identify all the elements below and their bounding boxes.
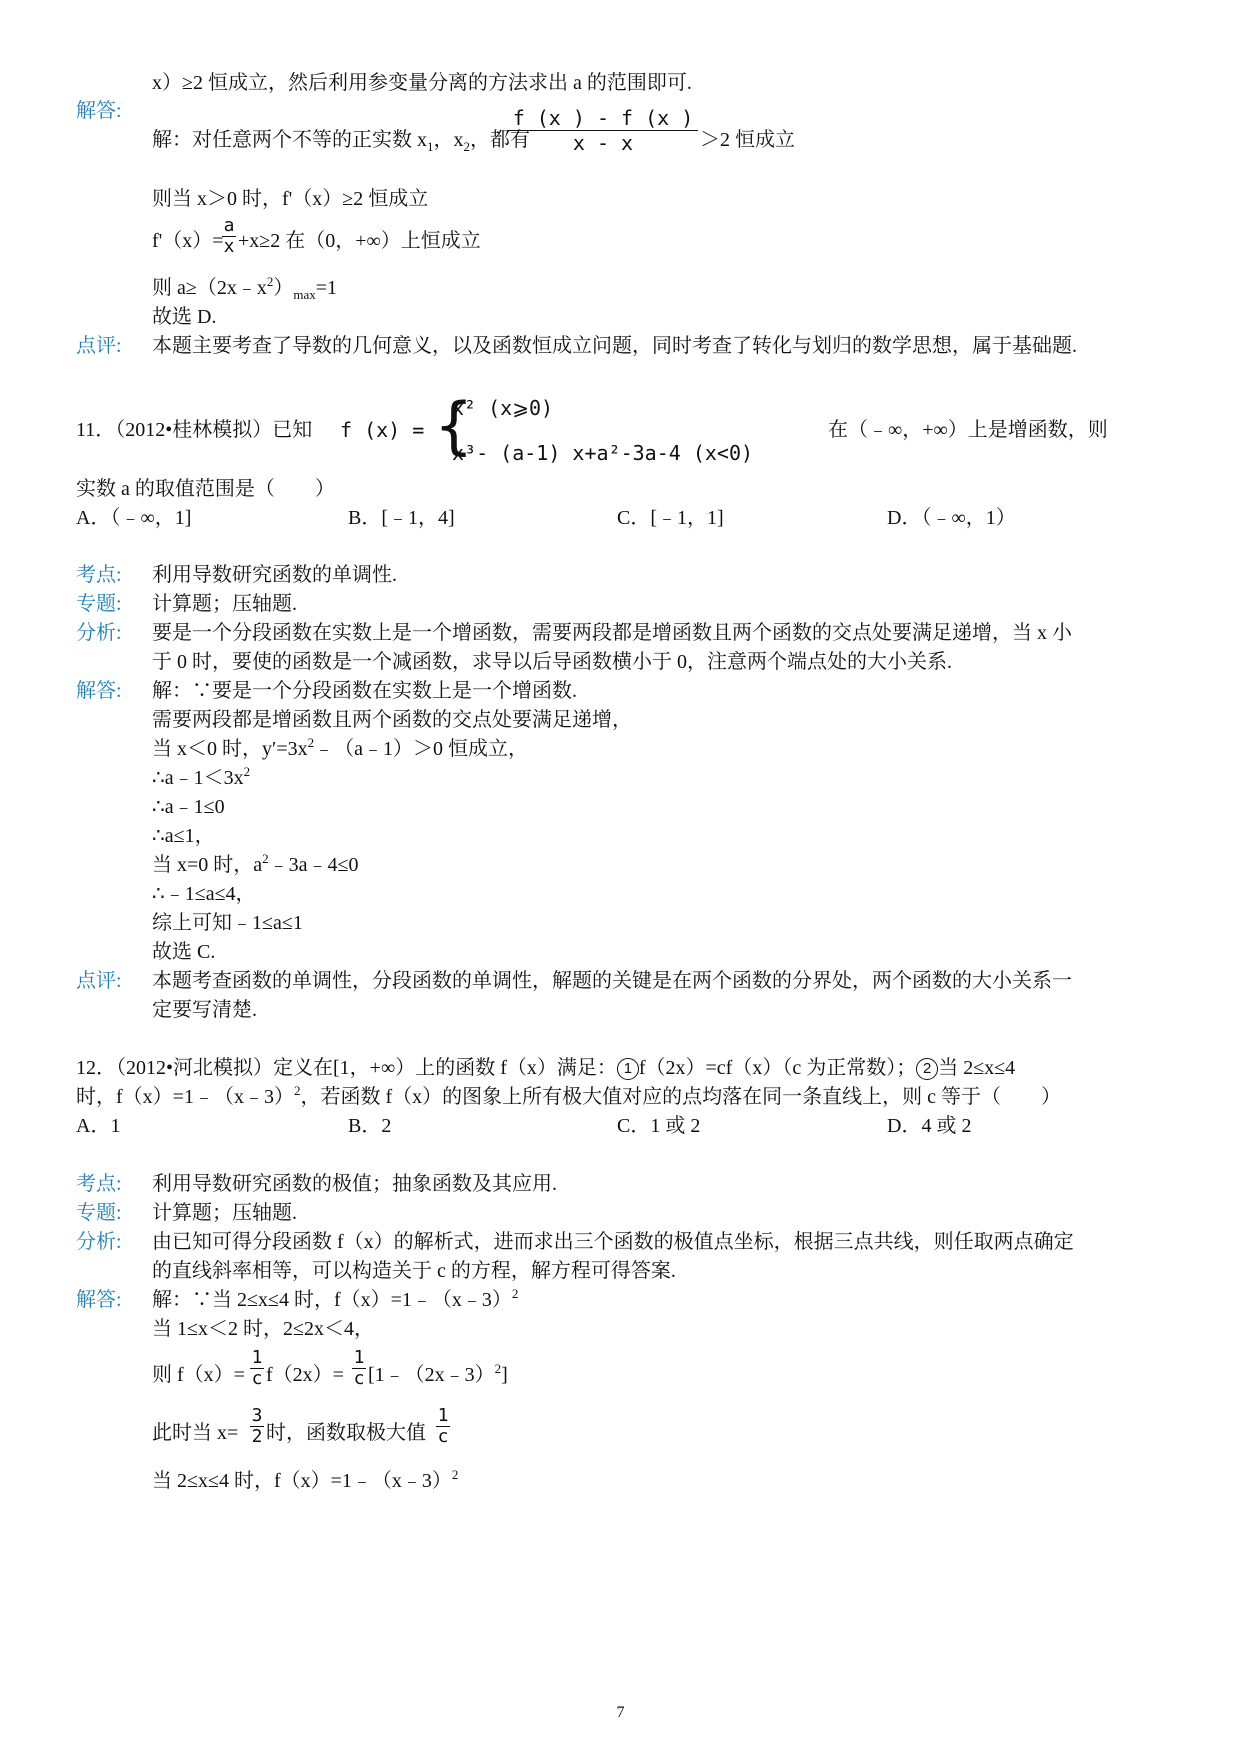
q12-option-b: B．2 [348,1115,392,1137]
q11-option-d: D．（﹣∞，1） [887,507,1016,529]
q11-sol-9: 综上可知﹣1≤a≤1 [152,912,303,934]
label-think: 分析: [76,622,122,644]
q11-type: 计算题；压轴题. [152,593,297,615]
q11-sol-8: ∴﹣1≤a≤4， [152,883,256,905]
q11-sol-6: ∴a≤1， [152,825,215,847]
q12-frac-4: 1 c [437,1405,449,1447]
label-comment: 点评: [76,970,122,992]
q11-brace: { [434,389,474,462]
q10-line-1: x）≥2 恒成立，然后利用参变量分离的方法求出 a 的范围即可. [152,72,692,94]
q12-stem-1: 12．（2012•河北模拟）定义在[1，+∞）上的函数 f（x）满足： 1 f（2x）=cf（x）（c 为正常数）； 2 当 2≤x≤4 [76,1057,1016,1079]
q12-sol-2: 当 1≤x＜2 时，2≤2x＜4， [152,1318,374,1340]
q11-sol-4: $\therefore a﹣1<3x^2$ [152,764,251,789]
q12-frac-1: 1 c [251,1347,263,1389]
q11-sol-3: 当 x＜0 时，$y'=3x^2﹣(a﹣1)>0$ 恒成立， [152,735,529,760]
q10-line-5: 则 $a\ge(2x﹣x^2)_{max}=1$ [152,274,338,302]
q12-topic: 利用导数研究函数的极值；抽象函数及其应用. [152,1173,557,1195]
q11-comment-2: 定要写清楚. [152,999,257,1021]
q11-comment-1: 本题考查函数的单调性，分段函数的单调性，解题的关键是在两个函数的分界处，两个函数的大小关系一 [152,970,1072,992]
q10-line-4: f'（x）= [152,230,224,252]
q10-line-2-end: ＞2 恒成立 [700,129,795,151]
label-type: 专题: [76,593,122,615]
q11-sol-7: 当 x=0 时，$a^2﹣3a﹣4\le 0$ [152,851,359,876]
q12-sol-3b: f（2x）= [266,1364,344,1386]
q11-option-b: B．[﹣1，4] [348,507,455,529]
q11-think-2: 于 0 时，要使的函数是一个减函数，求导以后导函数横小于 0，注意两个端点处的大小关系. [152,651,952,673]
label-analysis: 解答: [76,100,122,122]
q10-fraction: f (x ) - f (x ) x - x [508,106,698,155]
q11-think-1: 要是一个分段函数在实数上是一个增函数，需要两段都是增函数且两个函数的交点处要满足递增，当 x 小 [152,622,1072,644]
q12-frac-2: 1 c [353,1347,365,1389]
q10-line-2: 解：对任意两个不等的正实数 $x_1$，$x_2$，都有 [152,129,530,154]
q11-sol-1: 解：∵要是一个分段函数在实数上是一个增函数. [152,680,577,702]
q12-sol-1: 解：∵当 2≤x≤4 时，f（x）=1﹣（x﹣3）$^2$ [152,1286,519,1311]
q10-line-4-end: +x≥2 在（0，+∞）上恒成立 [238,230,481,252]
q11-option-c: C．[﹣1，1] [617,507,724,529]
label-topic: 考点: [76,1173,122,1195]
q11-stem-b: 在（﹣∞，+∞）上是增函数，则 [828,419,1108,441]
q12-frac-3: 3 2 [251,1405,263,1447]
q11-sol-2: 需要两段都是增函数且两个函数的交点处要满足递增， [152,709,632,731]
q11-topic: 利用导数研究函数的单调性. [152,564,397,586]
q11-stem-a: 11．（2012•桂林模拟）已知 [76,419,313,441]
q11-stem-c: 实数 a 的取值范围是（ ） [76,478,335,500]
q10-l4-fraction: a x [223,215,235,257]
label-think: 分析: [76,1231,122,1253]
q11-option-a: A．（﹣∞，1] [76,507,192,529]
q10-line-6: 故选 D. [152,306,217,328]
q12-option-a: A．1 [76,1115,121,1137]
q11-sol-5: ∴a﹣1≤0 [152,796,225,818]
q12-think-2: 的直线斜率相等，可以构造关于 c 的方程，解方程可得答案. [152,1260,676,1282]
page-number: 7 [616,1704,625,1721]
q11-piece-1: x² (x⩾0) [452,396,554,420]
q12-sol-3a: 则 f（x）= [152,1364,245,1386]
q10-comment: 本题主要考查了导数的几何意义，以及函数恒成立问题，同时考查了转化与划归的数学思想，属于基础题. [152,335,1077,357]
label-type: 专题: [76,1202,122,1224]
q11-piece-2: x³- (a-1) x+a²-3a-4 (x<0) [452,441,754,465]
q11-fx: f (x) = [340,418,425,442]
q12-sol-4a: 此时当 x= [152,1422,239,1444]
q12-type: 计算题；压轴题. [152,1202,297,1224]
q12-think-1: 由已知可得分段函数 f（x）的解析式，进而求出三个函数的极值点坐标，根据三点共线，则任取两点确定 [152,1231,1074,1253]
label-comment: 点评: [76,335,122,357]
q12-sol-5: 当 2≤x≤4 时，f（x）=1﹣（x﹣3）$^2$ [152,1467,459,1492]
q12-sol-4b: 时，函数取极大值 [266,1422,426,1444]
label-topic: 考点: [76,564,122,586]
q10-line-3: 则当 x＞0 时，f'（x）≥2 恒成立 [152,188,429,210]
label-analysis: 解答: [76,680,122,702]
q12-stem-2: 时，f（x）=1﹣（x﹣3）$^2$，若函数 f（x）的图象上所有极大值对应的点均落在同一条直线上，则 c 等于（ ） [76,1083,1061,1108]
q12-sol-3c: [1﹣（2x﹣3）$^2$] [368,1361,508,1386]
q11-sol-10: 故选 C. [152,941,216,963]
q12-option-c: C．1 或 2 [617,1115,701,1137]
label-analysis: 解答: [76,1289,122,1311]
q12-option-d: D．4 或 2 [887,1115,972,1137]
